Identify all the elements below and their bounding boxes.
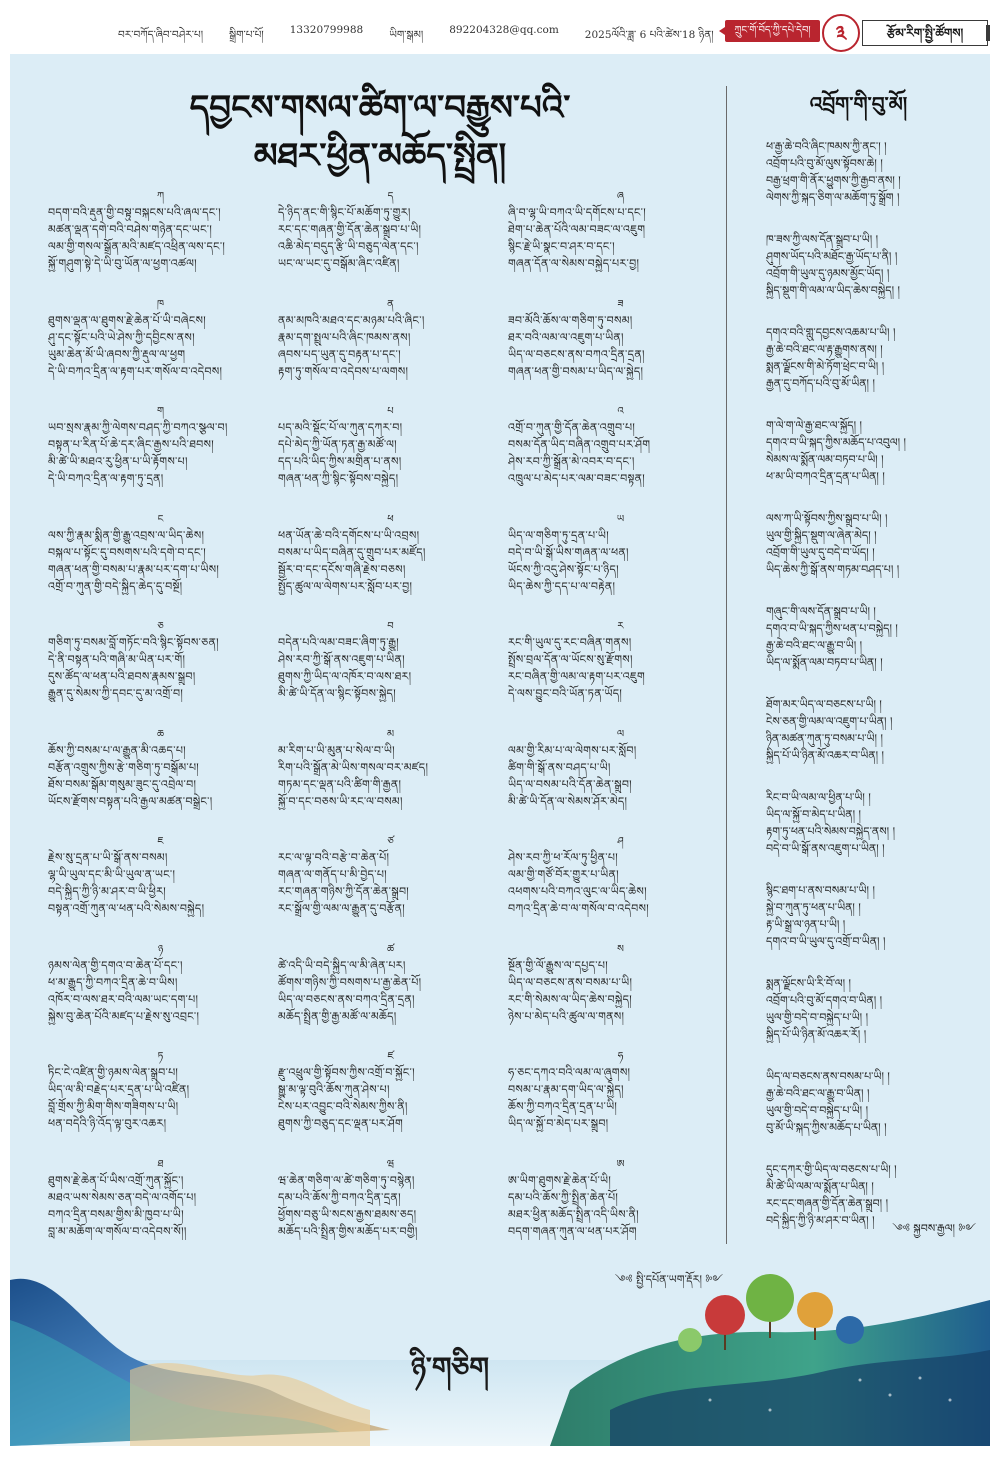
poem-line: མཚན་ལྡན་དགེ་བའི་བཤེས་གཉེན་དང་ཡང་།	[48, 223, 213, 236]
poem-line: ཡིད་ལ་བསམ་པའི་དོན་ཆེན་སྒྲུབ།	[508, 777, 632, 791]
side-stanza	[766, 510, 976, 603]
stanza-number: ཧ	[617, 1051, 624, 1062]
poem-line: བདེ་སྐྱིད་ཀྱི་ཉི་མ་ཤར་བ་ཡི་ཕྱིར།	[48, 885, 167, 898]
poem-line: ཡབ་སྲས་རྣམ་ཀྱི་ལེགས་བཤད་ཀྱི་བཀའ་སྩལ་བ།	[48, 421, 228, 434]
contact-phone: 13320799988	[289, 24, 364, 36]
stanza-number: ཏ	[157, 1051, 164, 1062]
poem-line: སྤྲོས་བྲལ་དོན་ལ་ཡོངས་སུ་རྫོགས།	[508, 653, 633, 666]
stanza-number: ཨ	[616, 1158, 625, 1170]
poem-line: མཐར་ཕྱིན་མཆོད་སྤྲིན་འདི་ཡིས་ནི།	[508, 1207, 639, 1221]
poem-line: རང་བཞིན་གྱི་ལམ་ལ་རྟག་པར་འཇུག	[508, 670, 646, 683]
poem-line: གཞན་ཕན་གྱི་བསམ་པ་ཡིད་ལ་སྐྱེད།	[508, 364, 644, 378]
poem-line: ཞི་བ་ལྷ་ཡི་བཀའ་ཡི་དགོངས་པ་དང་།	[508, 206, 647, 219]
poem-line: ཕྱོགས་བཅུ་ཡི་སངས་རྒྱས་ཐམས་ཅད།	[278, 1207, 417, 1221]
side-poem-line: བརྒྱ་ཕྲག་གི་ནོར་ཕྱུགས་ཀྱི་རྒྱབ་ནས། །	[766, 174, 901, 187]
poem-stanza	[278, 405, 503, 513]
poem-stanza	[508, 835, 733, 943]
poem-line: རང་གི་སེམས་ལ་ཡིད་ཆེས་བསྐྱེད།	[508, 992, 632, 1006]
side-stanza	[766, 882, 976, 975]
poem-line: ཆོས་ཀྱི་བསམ་པ་ལ་རྒྱུན་མི་འཆད་པ།	[48, 743, 186, 757]
side-poem-line: དགའ་བ་ཡི་ཡུལ་དུ་འགྲོ་བ་ཡིན། །	[766, 935, 886, 948]
poem-line: སྐྱེས་བུ་ཆེན་པོའི་མཛད་པ་རྗེས་སུ་འབྲང་།	[48, 1009, 200, 1023]
side-stanza	[766, 603, 976, 696]
side-poem-line: རྒྱན་དུ་བཀོད་པའི་བུ་མོ་ཡིན། །	[766, 377, 875, 390]
poem-line: གཞན་ལ་གནོད་པ་མི་བྱེད་པ།	[278, 868, 387, 881]
poem-stanza	[278, 1050, 503, 1158]
poem-line: དེ་ཉིད་ནང་གི་སྙིང་པོ་མཆོག་ཏུ་གྱུར།	[278, 206, 411, 219]
stanza-number: ཝ	[386, 1158, 395, 1170]
side-poem-line: རྟག་ཏུ་ཕན་པའི་སེམས་བསྐྱེད་ནས། །	[766, 825, 896, 838]
footer-page-label: ཉི་གཅིག	[410, 1351, 490, 1384]
poem-stanza	[278, 190, 503, 298]
stanza-number: ར	[617, 621, 624, 632]
side-poem-line: ཡུལ་གྱི་སྐྱིད་སྡུག་ལ་ཞེན་མེད། །	[766, 529, 877, 542]
side-poem	[766, 138, 976, 1254]
side-poem-line: ཕ་མ་ཡི་བཀའ་དྲིན་དྲན་པ་ཡིན། །	[766, 470, 885, 483]
poem-line: ཡིད་ལ་མི་བརྗེད་པར་དྲན་པ་ཡི་འཛིན།	[48, 1083, 190, 1096]
side-poem-line: དགའ་བ་ཡི་སྐད་ཀྱིས་ཕན་པ་བསྐྱེད། །	[766, 622, 898, 635]
poem-line: སྒྱུ་མ་ལྟ་བུའི་ཆོས་ཀུན་ཤེས་པ།	[278, 1083, 390, 1096]
poem-line: ཐུགས་ལྡན་ལ་ཐུགས་རྗེ་ཆེན་པོ་ཡི་བཞེངས།	[48, 313, 206, 327]
poem-line: རྒྱུན་དུ་སེམས་ཀྱི་དབང་དུ་མ་འགྲོ་བ།	[48, 687, 184, 700]
poem-line: བཀའ་དྲིན་བསམ་གྱིས་མི་ཁྱབ་པ་ཡི།	[48, 1207, 184, 1221]
side-poem-line: སྨན་ལྗོངས་ཡི་རི་བོ་ལ། །	[766, 977, 851, 990]
side-poem-line: ཡིད་ལ་བཅངས་ནས་བསམ་པ་ཡི། །	[766, 1070, 890, 1083]
side-poem-line: རིང་བ་ཡི་ལམ་ལ་ཕྱིན་པ་ཡི། །	[766, 791, 871, 804]
stanza-number: ཞ	[617, 191, 624, 202]
poem-line: ཚེ་འདི་ཡི་བདེ་སྐྱིད་ལ་མི་ཞེན་པར།	[278, 958, 406, 972]
side-poem-line: འབྲོག་གི་ཡུལ་དུ་བདེ་བ་ཡོད། །	[766, 546, 875, 559]
poem-line: ནམ་མཁའི་མཐའ་དང་མཉམ་པའི་ཞིང་།	[278, 313, 425, 327]
side-poem-title: འབྲོག་གི་བུ་མོ།	[809, 92, 908, 116]
stanza-number: བ	[387, 621, 394, 632]
poem-line: ཡིད་ལ་གཅིག་ཏུ་དྲན་པ་ཡི།	[508, 528, 609, 542]
poem-line: གཏམ་དང་ལྡན་པའི་ཚིག་གི་རྒྱན།	[278, 777, 402, 791]
editor-label: སྒྲིག་པ་པོ།	[229, 29, 264, 41]
poem-line: སྔོན་གྱི་ལོ་རྒྱུས་ལ་དཔྱད་པ།	[508, 958, 608, 972]
side-poem-line: བུ་མོ་ཡི་སྐད་ཀྱིས་མཆོད་པ་ཡིན། །	[766, 1121, 887, 1134]
poem-stanza	[48, 1050, 273, 1158]
poem-line: ཟབ་མོའི་ཆོས་ལ་གཅིག་ཏུ་བསམ།	[508, 313, 633, 327]
issue-date: 2025ལོའི་ཟླ་ 6 པའི་ཚེས་18 ཉིན།	[584, 29, 714, 41]
side-poem-line: ཡིད་ལ་སྐྱོ་བ་མེད་པ་ཡིན། །	[766, 808, 861, 821]
stanza-number: པ	[387, 406, 394, 417]
poem-line: དད་པའི་ཡིད་ཀྱིས་མགྲིན་པ་ནས།	[278, 455, 402, 468]
poem-line: བསམ་དོན་ཡིད་བཞིན་འགྲུབ་པར་ཤོག	[508, 438, 651, 451]
stanza-number: ཛ	[387, 1051, 394, 1062]
poem-line: གཞན་དོན་ལ་སེམས་བསྐྱེད་པར་བྱ།	[508, 257, 640, 270]
side-poem-line: ཐོག་མར་ཡིད་ལ་བཅངས་པ་ཡི། །	[766, 698, 882, 711]
stanza-number: ཕ	[387, 513, 394, 525]
poem-stanza	[48, 620, 273, 728]
poem-line: ཞབས་པད་ཡུན་དུ་བརྟན་པ་དང་།	[278, 347, 401, 361]
side-poem-line: འབྲོག་པའི་བུ་མོ་དགའ་བ་ཡིན། །	[766, 994, 883, 1007]
side-stanza	[766, 138, 976, 231]
poem-line: བདག་གཞན་ཀུན་ལ་ཕན་པར་ཤོག	[508, 1224, 637, 1238]
side-poem-line: སྐྱེ་བ་ཀུན་ཏུ་ཕན་པ་ཡིན། །	[766, 901, 861, 914]
poem-line: སྤྱོད་ཚུལ་ལ་ལེགས་པར་སློབ་པར་བྱ།	[278, 579, 413, 593]
poem-line: ཐུགས་ཀྱི་བཅུད་དང་ལྡན་པར་ཤོག	[278, 1117, 404, 1130]
side-stanza	[766, 696, 976, 789]
side-poem-line: ཡུལ་གྱི་བདེ་བ་བསྐྱེད་པ་ཡི། །	[766, 1104, 869, 1117]
poem-line: ལྷ་ཡི་ཡུལ་དང་མི་ཡི་ཡུལ་ན་ཡང་།	[48, 868, 176, 881]
side-poem-line: དགའ་བའི་གླུ་དབྱངས་འཆམ་པ་ཡི། །	[766, 326, 896, 339]
poem-line: བརྩོན་འགྲུས་ཀྱིས་རྩེ་གཅིག་ཏུ་བསྒོམ་པ།	[48, 760, 200, 774]
side-poem-line: ཡུལ་གྱི་བདེ་བ་བསྐྱེད་པ་ཡི། །	[766, 1011, 869, 1024]
poem-stanza	[508, 1050, 733, 1158]
stanza-number: ཀ	[156, 191, 165, 202]
poem-author: ༺ སྤྱི་དཔོན་ཡག་རྡོར། ༻	[614, 1273, 723, 1286]
side-poem-author: ༺ སྐྱབས་རྒྱལ། ༻	[892, 1222, 976, 1235]
poem-stanza	[508, 620, 733, 728]
poem-stanza	[48, 298, 273, 406]
side-poem-line: སྐྱིད་སྡུག་གི་ལམ་ལ་ཡིད་ཆེས་བསྐྱེད། །	[766, 284, 900, 297]
stanza-number: ཐ	[157, 1158, 164, 1170]
side-poem-line: ངེས་ཅན་གྱི་ལམ་ལ་འཇུག་པ་ཡིན། །	[766, 715, 893, 728]
poem-line: ཡིད་ལ་སྐྱོ་བ་མེད་པར་སྒྲུབ།	[508, 1117, 609, 1130]
poem-line: ཨ་ཡིག་ཐུགས་རྗེ་ཆེན་པོ་ཡི།	[508, 1173, 612, 1187]
poem-line: ཚིག་གི་སྒོ་ནས་བཤད་པ་ཡི།	[508, 760, 611, 774]
side-stanza	[766, 1068, 976, 1161]
side-stanza	[766, 417, 976, 510]
poem-line: ཏིང་ངེ་འཛིན་གྱི་ཉམས་ལེན་སྒྲུབ་པ།	[48, 1066, 179, 1079]
section-label: རྩོམ་རིག་སྤྱི་ཚོགས།	[862, 20, 988, 46]
poem-line: མི་ཚེ་ཡི་དོན་ལ་སྙིང་སྟོབས་སྐྱེད།	[278, 687, 396, 700]
poem-stanza	[508, 405, 733, 513]
stanza-number: ཆ	[156, 728, 165, 740]
poem-line: ཐུགས་རྗེ་ཆེན་པོ་ཡིས་འགྲོ་ཀུན་སྐྱོང་།	[48, 1173, 184, 1187]
side-poem-line: ཕ་རྒྱ་ཆེ་བའི་ཞིང་ཁམས་ཀྱི་ནང་། །	[766, 140, 887, 153]
poem-line: རང་དང་གཞན་གྱི་དོན་ཆེན་སྒྲུབ་པ་ཡི།	[278, 223, 422, 236]
poem-line: དེ་ནི་བསྟན་པའི་གཞི་མ་ཡིན་པར་གོ།	[48, 653, 186, 666]
poem-stanza	[508, 728, 733, 836]
stanza-number: ཉ	[157, 943, 164, 955]
side-poem-line: སྐྱིད་པོ་ཡི་ཉིན་མོ་འཆར་བ་ཡིན། །	[766, 749, 884, 762]
poem-stanza	[278, 513, 503, 621]
poem-line: ཡུམ་ཆེན་མོ་ཡི་ཞབས་ཀྱི་རྡུལ་ལ་ཕྱག	[48, 347, 186, 361]
side-poem-line: དུང་དཀར་གྱི་ཡིད་ལ་བཅངས་པ་ཡི། །	[766, 1163, 897, 1176]
poem-line: མཆོད་སྤྲིན་གྱི་རྒྱ་མཚོ་ལ་མཆོད།	[278, 1009, 397, 1023]
side-poem-line: ཤུགས་ཡོད་པའི་མཐོང་རྒྱ་ཡོད་པ་ནི། །	[766, 250, 898, 263]
poem-stanza	[278, 620, 503, 728]
poem-line: འཆི་མེད་བདུད་རྩི་ཡི་བཅུད་ལེན་དང་།	[278, 240, 419, 253]
poem-line: དམ་པའི་ཆོས་ཀྱི་སྤྲིན་ཆེན་པོ།	[508, 1190, 619, 1204]
poem-line: མི་ཚེ་ཡི་མཐའ་རུ་ཕྱིན་པ་ཡི་རྟོགས་པ།	[48, 455, 188, 468]
poem-line: འཁོར་བ་ལས་ཐར་བའི་ལམ་ཡང་དག་པ།	[48, 992, 199, 1006]
poem-line: ལམ་གྱི་གཙོ་བོར་གྱུར་པ་ཡིན།	[508, 868, 619, 881]
poem-line: ཡང་ལ་ཡང་དུ་བསྒོམ་ཞིང་འཛིན།	[278, 257, 400, 270]
poem-line: བསྟན་འགྲོ་ཀུན་ལ་ཕན་པའི་སེམས་བསྐྱེད།	[48, 902, 205, 915]
poem-line: གཅིག་ཏུ་བསམ་བློ་གཏོང་བའི་སྙིང་སྟོབས་ཅན།	[48, 636, 219, 649]
poem-line: རྣམ་དག་སྤྲུལ་པའི་ཞིང་ཁམས་ནས།	[278, 330, 411, 344]
poem-stanza	[48, 943, 273, 1051]
poem-column	[278, 190, 503, 1265]
poem-line: ཡིད་ལ་བཅངས་ནས་བཀའ་དྲིན་དྲན།	[278, 992, 415, 1006]
poem-line: བཀའ་དྲིན་ཆེ་བ་ལ་གསོལ་བ་འདེབས།	[508, 902, 649, 915]
poem-line: གཞན་ཕན་གྱི་བསམ་པ་རྣམ་པར་དག་པ་ཡིས།	[48, 562, 220, 576]
poem-line: ཡིད་ལ་བཅངས་ནས་བསམ་པ་ཡི།	[508, 975, 633, 989]
stanza-number: ག	[156, 406, 165, 417]
poem-line: ཤེས་རབ་ཀྱི་ཕ་རོལ་ཏུ་ཕྱིན་པ།	[508, 851, 618, 864]
poem-line: ཤེས་རབ་ཀྱི་སྒྲོན་མེ་འབར་བ་དང་།	[508, 455, 635, 468]
side-poem-line: ཁ་ཟས་ཀྱི་ལས་དོན་སྒྲུབ་པ་ཡི། །	[766, 233, 879, 246]
poem-line: བདེ་བ་ཡི་སྒོ་ཡིས་གཞན་ལ་ཕན།	[508, 545, 629, 559]
stanza-number: ས	[617, 943, 624, 955]
poem-line: བསྐལ་པ་སྟོང་དུ་བསགས་པའི་དགེ་བ་དང་།	[48, 545, 207, 559]
poem-line: རིག་པའི་སྒྲོན་མེ་ཡིས་གསལ་བར་མཛད།	[278, 760, 429, 774]
stanza-number: ཟ	[617, 298, 624, 310]
poem-line: ཚོགས་གཉིས་ཀྱི་བསགས་པ་རྒྱ་ཆེན་པོ།	[278, 975, 422, 989]
side-poem-line: སྨན་ལྗོངས་གི་མེ་ཏོག་ཕྲེང་བ་ཡི། །	[766, 360, 885, 373]
poem-stanza	[278, 728, 503, 836]
poem-stanza	[508, 1158, 733, 1266]
poem-line: རང་ལ་ལྟ་བའི་བརྩེ་བ་ཆེན་པོ།	[278, 851, 390, 864]
poem-line: རྗེས་སུ་དྲན་པ་ཡི་སྒོ་ནས་བསམ།	[48, 851, 168, 864]
poem-line: ཤུ་དང་སྟོང་པའི་ཡེ་ཤེས་ཀྱི་དབྱིངས་ནས།	[48, 330, 195, 344]
poem-line: མ་རིག་པ་ཡི་མུན་པ་སེལ་བ་ཡི།	[278, 743, 395, 757]
poem-line: དེ་ལས་བྱུང་བའི་ཡོན་ཏན་ཡོད།	[508, 687, 623, 700]
poem-line: མཐའ་ཡས་སེམས་ཅན་བདེ་ལ་འགོད་པ།	[48, 1190, 197, 1204]
poem-line: ཉེས་པ་མེད་པའི་ཚུལ་ལ་གནས།	[508, 1009, 625, 1023]
stanza-number: མ	[386, 728, 395, 740]
poem-stanza	[508, 190, 733, 298]
poem-line: བསམ་པ་ཡིད་བཞིན་དུ་གྲུབ་པར་མཛོད།	[278, 545, 426, 559]
side-poem-line: འབྲོག་གི་ཡུལ་དུ་ཉམས་མྱོང་ཡོད། །	[766, 267, 890, 280]
page-number: ༣	[822, 14, 860, 52]
poem-stanza	[508, 298, 733, 406]
poem-stanza	[508, 513, 733, 621]
side-poem-line: ག་ལེ་ག་ལེ་རྒྱ་ཐང་ལ་སྐྱོད། །	[766, 419, 862, 432]
stanza-number: འ	[617, 406, 624, 417]
side-poem-line: དགའ་བ་ཡི་སྐད་ཀྱིས་མཆོད་པ་འབུལ། །	[766, 436, 906, 449]
poem-line: ཐར་བའི་ལམ་ལ་འཇུག་པ་ཡིན།	[508, 330, 624, 344]
poem-line: ཕ་མ་རྒྱུད་ཀྱི་བཀའ་དྲིན་ཆེ་བ་ཡིས།	[48, 975, 178, 989]
poem-line: ལམ་གྱི་གསལ་སྒྲོན་མའི་མཛད་འཕྲིན་ལས་དང་།	[48, 240, 226, 253]
poem-line: དཔེ་མེད་ཀྱི་ཡོན་ཏན་རྒྱ་མཚོ་ལ།	[278, 438, 397, 451]
side-poem-line: བདེ་བ་ཡི་སྒོ་ནས་འཇུག་པ་ཡིན། །	[766, 842, 885, 855]
stanza-number: ཙ	[387, 836, 394, 847]
side-stanza	[766, 231, 976, 324]
poem-line: དེ་ཡི་བཀའ་དྲིན་ལ་རྟག་ཏུ་དྲན།	[48, 472, 164, 485]
side-stanza	[766, 975, 976, 1068]
poem-line: ཐེག་པ་ཆེན་པོའི་ལམ་བཟང་ལ་འཇུག	[508, 223, 646, 236]
poem-stanza	[508, 943, 733, 1051]
poem-line: སྦྱོར་བ་དང་དངོས་གཞི་རྗེས་བཅས།	[278, 562, 406, 576]
poem-stanza	[48, 835, 273, 943]
poem-stanza	[48, 405, 273, 513]
poem-line: རྫུ་འཕྲུལ་གྱི་སྟོབས་ཀྱིས་འགྲོ་བ་སྐྱོང་།	[278, 1066, 415, 1079]
poem-line: བསམ་པ་རྣམ་དག་ཡིད་ལ་སྐྱེད།	[508, 1083, 624, 1096]
poem-line: བདག་བའི་རྡུན་གྱི་བསྟུ་བསྐངས་པའི་ཞལ་དང་།	[48, 206, 221, 219]
stanza-number: ཇ	[157, 836, 164, 847]
poem-line: གཞན་ཕན་ཀྱི་སྙིང་སྟོབས་བསྐྱེད།	[278, 472, 399, 485]
side-poem-line: ཉིན་མཚན་ཀུན་ཏུ་བསམ་པ་ཡི། །	[766, 732, 883, 745]
poem-column	[48, 190, 273, 1265]
stanza-number: ཤ	[617, 836, 624, 847]
poem-line: ཝ་ཆེན་གཅིག་ལ་ཚེ་གཅིག་ཏུ་བསྙེན།	[278, 1173, 415, 1187]
stanza-number: ཅ	[157, 621, 164, 632]
poem-line: ལས་ཀྱི་རྣམ་སྨིན་གྱི་རྒྱུ་འབྲས་ལ་ཡིད་ཆེས།	[48, 528, 205, 542]
poem-line: མི་ཚེ་ཡི་དོན་ལ་སེམས་ཤོར་མེད།	[508, 794, 628, 808]
editor-text: བར་བཀོད་ཞིབ་བཤེར་པ།	[118, 29, 204, 41]
poem-line: ཕན་ཡོན་ཆེ་བའི་དགོངས་པ་ཡི་འབྲས།	[278, 528, 420, 542]
poem-column	[508, 190, 733, 1298]
side-poem-line: ཡིད་ཆེས་ཀྱི་སྒོ་ནས་གཏམ་བཤད་པ། །	[766, 563, 900, 576]
side-poem-line: ལས་ཀ་ཡི་སྟོབས་ཀྱིས་སྒྲུབ་པ་ཡི། །	[766, 512, 888, 525]
side-poem-line: སེམས་ལ་སྨོན་ལམ་བཏབ་པ་ཡི། །	[766, 453, 884, 466]
stanza-number: ལ	[616, 728, 625, 740]
side-poem-line: རྒྱ་ཆེ་བའི་ཐང་ལ་རྒྱུ་བ་ཡིན། །	[766, 1087, 870, 1100]
stanza-number: ད	[387, 191, 394, 202]
poem-line: དམ་པའི་ཆོས་ཀྱི་བཀའ་དྲིན་དྲན།	[278, 1190, 401, 1204]
poem-stanza	[278, 943, 503, 1051]
poem-stanza	[48, 190, 273, 298]
stanza-number: ང	[157, 513, 164, 525]
poem-line: ཆོས་ཀྱི་བཀའ་དྲིན་དྲན་པ་ཡི།	[508, 1100, 618, 1113]
poem-line: ལམ་གྱི་རིམ་པ་ལ་ལེགས་པར་སློབ།	[508, 743, 637, 757]
poem-line: འཁྲུལ་པ་མེད་པར་ལམ་བཟང་བསྟན།	[508, 472, 646, 485]
poem-line: བདེན་པའི་ལམ་བཟང་ཞིག་ཏུ་རྒྱུ།	[278, 636, 400, 649]
poem-line: ཡོངས་རྫོགས་བསྟན་པའི་རྒྱལ་མཚན་བསྒྲེང་།	[48, 794, 213, 808]
poem-stanza	[48, 513, 273, 621]
stanza-number: ན	[387, 298, 394, 310]
poem-line: འཕགས་པའི་བཀའ་ལུང་ལ་ཡིད་ཆེས།	[508, 885, 647, 898]
poem-line: བློ་གྲོས་ཀྱི་མིག་གིས་གཟིགས་པ་ཡི།	[48, 1100, 179, 1113]
poem-line: རང་གི་ཡུལ་དུ་རང་བཞིན་གནས།	[508, 636, 632, 649]
poem-line: དེ་ཡི་བཀའ་དྲིན་ལ་རྟག་པར་གསོལ་བ་འདེབས།	[48, 364, 223, 378]
poem-stanza	[278, 298, 503, 406]
poem-line: བསྟན་པ་རིན་པོ་ཆེ་དར་ཞིང་རྒྱས་པའི་ཐབས།	[48, 438, 214, 451]
side-poem-line: སྙིང་ཐག་པ་ནས་བསམ་པ་ཡི། །	[766, 884, 875, 897]
poem-line: རང་གཞན་གཉིས་ཀྱི་དོན་ཆེན་སྒྲུབ།	[278, 885, 410, 898]
side-poem-line: སྐྱིད་པོ་ཡི་ཉིན་མོ་འཆར་རོ། །	[766, 1028, 867, 1041]
side-poem-line: རྒྱ་ཆེ་བའི་ཐང་ལ་རྒྱུ་བ་ཡི། །	[766, 639, 863, 652]
side-stanza	[766, 324, 976, 417]
side-poem-line: འབྲོག་པའི་བུ་མོ་ལུས་སྟོབས་ཆེ། །	[766, 157, 883, 170]
side-poem-line: མི་ཚེ་ཡི་ལམ་ལ་སྨོན་པ་ཡིན། །	[766, 1180, 874, 1193]
poem-stanza	[48, 1158, 273, 1266]
poem-line: ཐོས་བསམ་སྒོམ་གསུམ་ཟུང་དུ་འབྲེལ་བ།	[48, 777, 197, 791]
stanza-number: ཚ	[386, 943, 395, 955]
poem-stanza	[48, 728, 273, 836]
main-title-line-1: དབྱངས་གསལ་ཚིག་ལ་བརྒྱུས་པའི་	[189, 88, 571, 128]
main-title	[120, 84, 640, 180]
side-stanza	[766, 789, 976, 882]
side-poem-line: ལེགས་ཀྱི་སྐད་ཅིག་ལ་མཆོག་ཏུ་སྒྲོག །	[766, 191, 900, 204]
poem-line: ཕན་བདེའི་ཉི་འོད་ལྟ་བུར་འཆར།	[48, 1117, 167, 1130]
side-poem-line: རྟ་ཡི་སྒྲ་ལ་ཉན་པ་ཡི། །	[766, 918, 846, 931]
poem-line: སྐྱོ་གཤུག་སྟེ་དེ་ཡི་བུ་ཡོན་ལ་ཕྱག་འཚལ།	[48, 257, 197, 270]
poem-line: ཐུགས་ཀྱི་ཡིད་ལ་འཁོར་བ་ལས་ཐར།	[278, 670, 412, 683]
side-poem-line: གཞུང་གི་ལས་དོན་སྒྲུབ་པ་ཡི། །	[766, 605, 876, 618]
poem-line: སྐྱོ་བ་དང་བཅས་ཡི་རང་ལ་བསམ།	[278, 794, 403, 808]
poem-line: སྙིང་རྗེ་ཡི་སྣང་བ་ཤར་བ་དང་།	[508, 240, 615, 253]
poem-line: ཤེས་རབ་ཀྱི་སྒོ་ནས་འཇུག་པ་ཡིན།	[278, 653, 405, 666]
side-poem-line: ཡིད་ལ་སྨོན་ལམ་བཏབ་པ་ཡིན། །	[766, 656, 883, 669]
stanza-number: ཁ	[157, 298, 164, 310]
side-poem-line: རང་དང་གཞན་གྱི་དོན་ཆེན་སྒྲུབ། །	[766, 1197, 889, 1210]
poem-stanza	[278, 1158, 503, 1266]
poem-line: ཉམས་ལེན་གྱི་དགའ་བ་ཆེན་པོ་དང་།	[48, 958, 183, 972]
publication-tab: ཀྲུང་གོ་བོད་ཀྱི་དཔེ་དེབ།	[725, 20, 820, 42]
poem-line: ཧ་ཅང་དཀའ་བའི་ལམ་ལ་ཞུགས།	[508, 1066, 631, 1079]
poem-line: འགྲོ་བ་ཀུན་གྱི་བདེ་སྐྱིད་ཆེད་དུ་བསྔོ།	[48, 579, 183, 593]
poem-stanza	[278, 835, 503, 943]
stanza-number: ཡ	[616, 513, 625, 525]
poem-line: ཡིད་ལ་བཅངས་ནས་བཀའ་དྲིན་དྲན།	[508, 347, 645, 361]
poem-line: བླ་མ་མཆོག་ལ་གསོལ་བ་འདེབས་སོ།།	[48, 1224, 187, 1238]
poem-line: ངེས་པར་འབྱུང་བའི་སེམས་ཀྱིས་ནི།	[278, 1100, 408, 1113]
poem-line: འགྲོ་བ་ཀུན་གྱི་དོན་ཆེན་འགྲུབ་པ།	[508, 421, 636, 434]
poem-line: ཡིད་ཆེས་ཀྱི་དད་པ་ལ་བརྟེན།	[508, 579, 616, 593]
poem-line: རྟག་ཏུ་གསོལ་བ་འདེབས་པ་ལགས།	[278, 364, 409, 378]
masthead-meta	[118, 24, 714, 53]
poem-line: དུས་ཚོད་ལ་ཕན་པའི་ཐབས་རྣམས་སྒྲུབ།	[48, 670, 196, 683]
contact-email: 892204328@qq.com	[449, 24, 559, 36]
side-poem-line: བདེ་སྐྱིད་ཀྱི་ཉི་མ་ཤར་བ་ཡིན། །	[766, 1214, 875, 1227]
poem-line: རང་སྒྲོལ་གྱི་ལམ་ལ་རྒྱུན་དུ་བརྩོན།	[278, 902, 406, 915]
poem-line: ཡོངས་ཀྱི་འདུ་ཤེས་སྟོང་པ་ཉིད།	[508, 562, 619, 576]
side-poem-line: རྒྱ་ཆེ་བའི་ཐང་ལ་རྟ་རྒྱུགས་ནས། །	[766, 343, 883, 356]
email-label: ཡིག་སྒམ།	[389, 29, 424, 41]
main-title-line-2: མཐར་ཕྱིན་མཆོད་སྤྲིན།	[253, 136, 507, 176]
poem-line: མཆོད་པའི་སྤྲིན་གྱིས་མཆོད་པར་བགྱི།	[278, 1224, 418, 1238]
poem-line: པད་མའི་སྡོང་པོ་ལ་ཀུན་དཀར་བ།	[278, 421, 403, 434]
